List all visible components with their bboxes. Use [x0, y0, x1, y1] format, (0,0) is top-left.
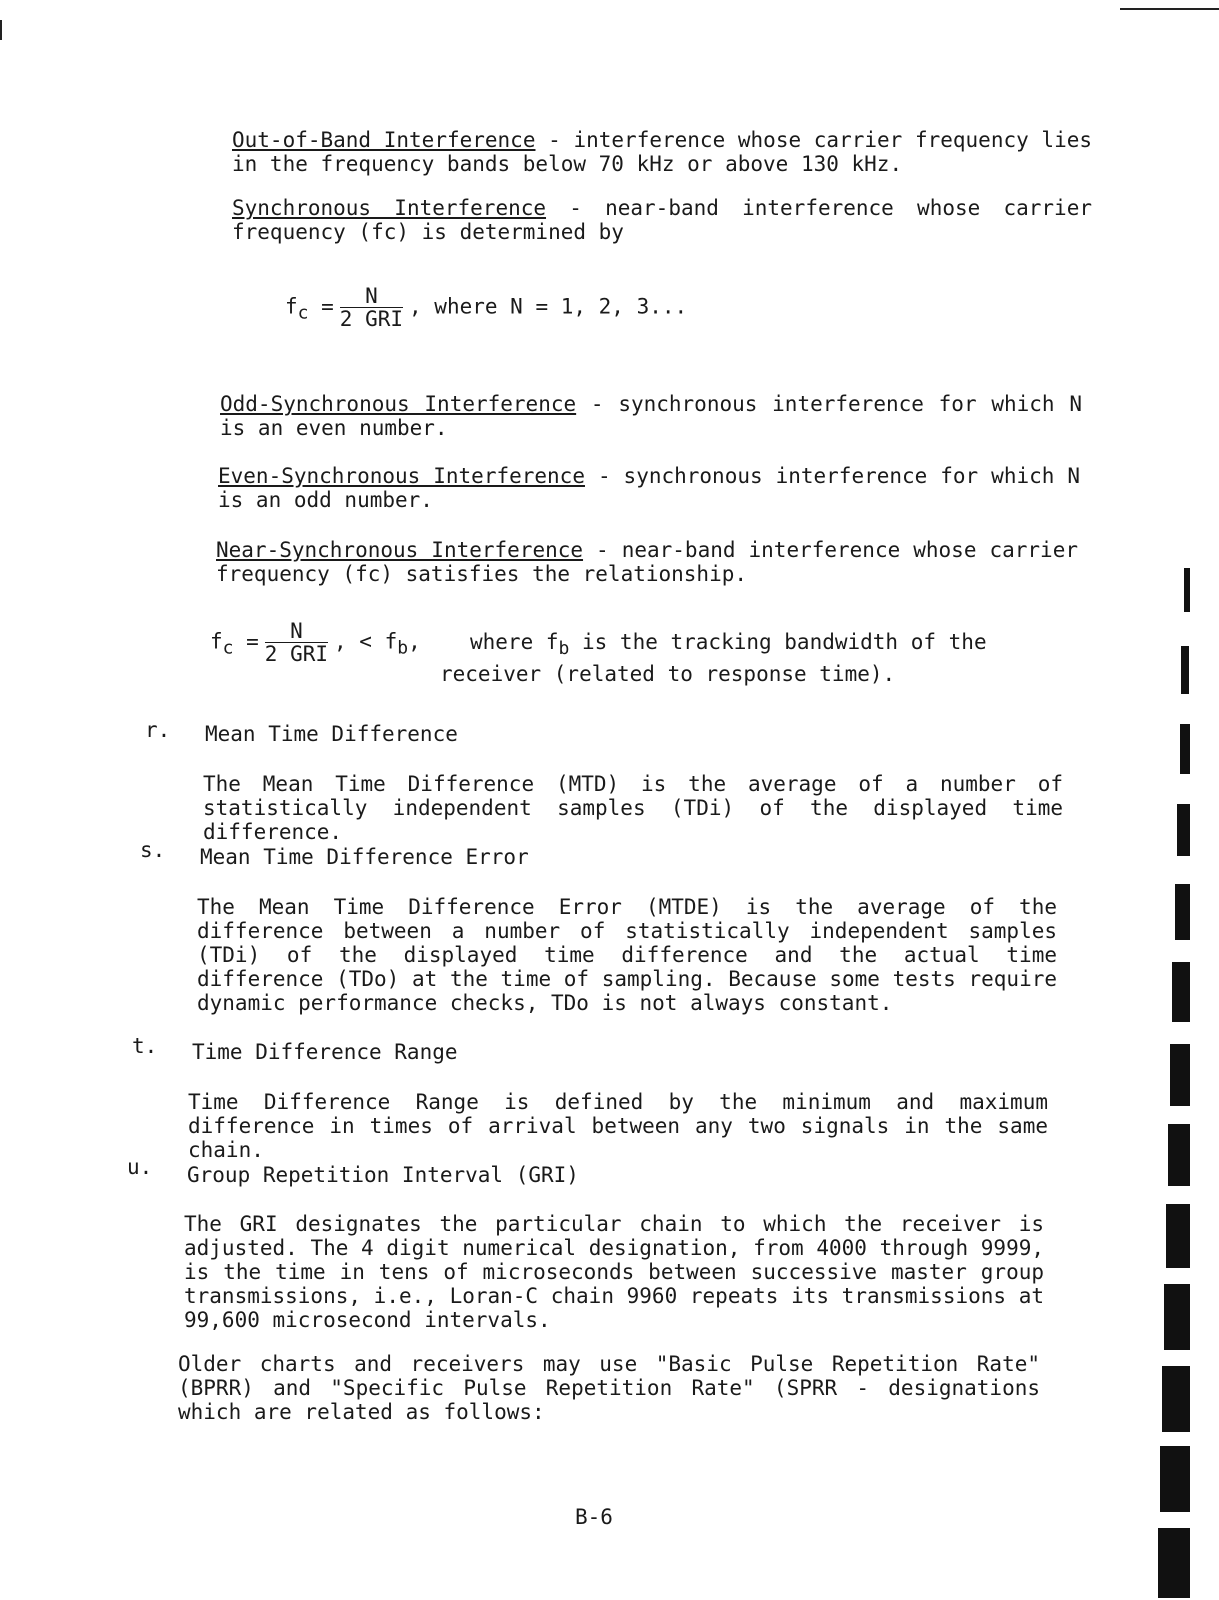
section-heading-mtd: Mean Time Difference [205, 722, 458, 746]
scan-mark [1162, 1366, 1190, 1432]
denominator: 2 GRI [339, 307, 404, 331]
scan-mark [1181, 646, 1189, 694]
formula-f: f [285, 294, 298, 319]
section-letter-r: r. [145, 718, 171, 742]
section-letter-u: u. [127, 1155, 153, 1179]
scan-mark [1166, 1204, 1190, 1268]
fraction [340, 285, 403, 330]
formula-eq: = [308, 294, 334, 319]
formula-synchronous [285, 285, 687, 330]
section-body-mtde: The Mean Time Difference Error (MTDE) is the average of the difference between a number of statistically independent samples (TDi) of the displayed time difference and the actual time difference (TDo) at the time of sampling. Because some tests require dynamic performance checks, TDo is not always constant. [197, 895, 1057, 1015]
description: - synchronous interference for which N is an odd number. [218, 464, 1080, 512]
description: - near-band interference whose carrier frequency (fc) is determined by [232, 196, 1092, 244]
where-tail: is the tracking bandwidth of the [569, 630, 987, 654]
scan-mark [1184, 568, 1190, 612]
section-heading-tdr: Time Difference Range [192, 1040, 458, 1064]
definition-even-synchronous [218, 464, 1080, 512]
term: Odd-Synchronous Interference [220, 392, 577, 416]
description: - near-band interference whose carrier frequency (fc) satisfies the relationship. [216, 538, 1078, 586]
scan-mark [1177, 804, 1190, 856]
scan-edge-line [1120, 8, 1219, 10]
description: - synchronous interference for which N is an even number. [220, 392, 1082, 440]
formula-sub: c [222, 637, 234, 659]
section-body-gri: The GRI designates the particular chain to which the receiver is adjusted. The 4 digit numerical designation, from 4000 through 9999, is the time in tens of microseconds between successive master group transmissions, i.e., Loran-C chain 9960 repeats its transmissions at 99,600 microsecond intervals. [184, 1212, 1044, 1332]
term: Synchronous Interference [232, 196, 547, 220]
where-line2: receiver (related to response time). [440, 662, 896, 686]
section-heading-gri: Group Repetition Interval (GRI) [187, 1163, 579, 1187]
closing-paragraph: Older charts and receivers may use "Basic Pulse Repetition Rate" (BPRR) and "Specific Pulse Repetition Rate" (SPRR - designations which are related as follows: [178, 1352, 1040, 1424]
term: Near-Synchronous Interference [216, 538, 584, 562]
scan-mark [1172, 962, 1190, 1022]
numerator: N [265, 620, 328, 643]
scan-edge-mark [0, 20, 2, 40]
section-heading-mtde: Mean Time Difference Error [200, 845, 529, 869]
section-letter-t: t. [132, 1034, 158, 1058]
definition-odd-synchronous [220, 392, 1082, 440]
definition-near-synchronous [216, 538, 1078, 586]
formula-near-synchronous [210, 620, 421, 665]
scan-mark [1164, 1284, 1190, 1350]
formula-tail: , where N = 1, 2, 3... [409, 294, 688, 319]
term: Out-of-Band Interference [232, 128, 536, 152]
section-body-mtd: The Mean Time Difference (MTD) is the average of a number of statistically independent samples (TDi) of the displayed time difference. [203, 772, 1063, 844]
scan-mark [1160, 1446, 1190, 1512]
formula-where-line2 [440, 662, 895, 686]
numerator: N [340, 285, 403, 308]
formula-eq: = [233, 629, 259, 654]
term: Even-Synchronous Interference [218, 464, 585, 488]
where-text: where f [470, 630, 559, 654]
page-number: B-6 [575, 1505, 613, 1529]
formula-less-than: , < f [334, 629, 398, 654]
fraction [265, 620, 328, 665]
definition-out-of-band [232, 128, 1092, 176]
formula-comma: , [408, 629, 421, 654]
definition-synchronous [232, 196, 1092, 244]
scan-mark [1175, 884, 1190, 940]
formula-f: f [210, 629, 223, 654]
description: - interference whose carrier frequency lies in the frequency bands below 70 kHz or above 130 kHz. [232, 128, 1093, 176]
scan-mark [1168, 1124, 1190, 1186]
scan-mark [1158, 1528, 1190, 1598]
formula-where-clause [470, 630, 987, 659]
scan-mark [1170, 1044, 1190, 1106]
denominator: 2 GRI [264, 642, 329, 666]
section-body-tdr: Time Difference Range is defined by the minimum and maximum difference in times of arrival between any two signals in the same chain. [188, 1090, 1048, 1162]
formula-sub: c [297, 302, 309, 324]
formula-sub-b: b [397, 637, 409, 659]
where-sub: b [558, 638, 570, 660]
scan-mark [1180, 724, 1190, 774]
section-letter-s: s. [140, 838, 166, 862]
